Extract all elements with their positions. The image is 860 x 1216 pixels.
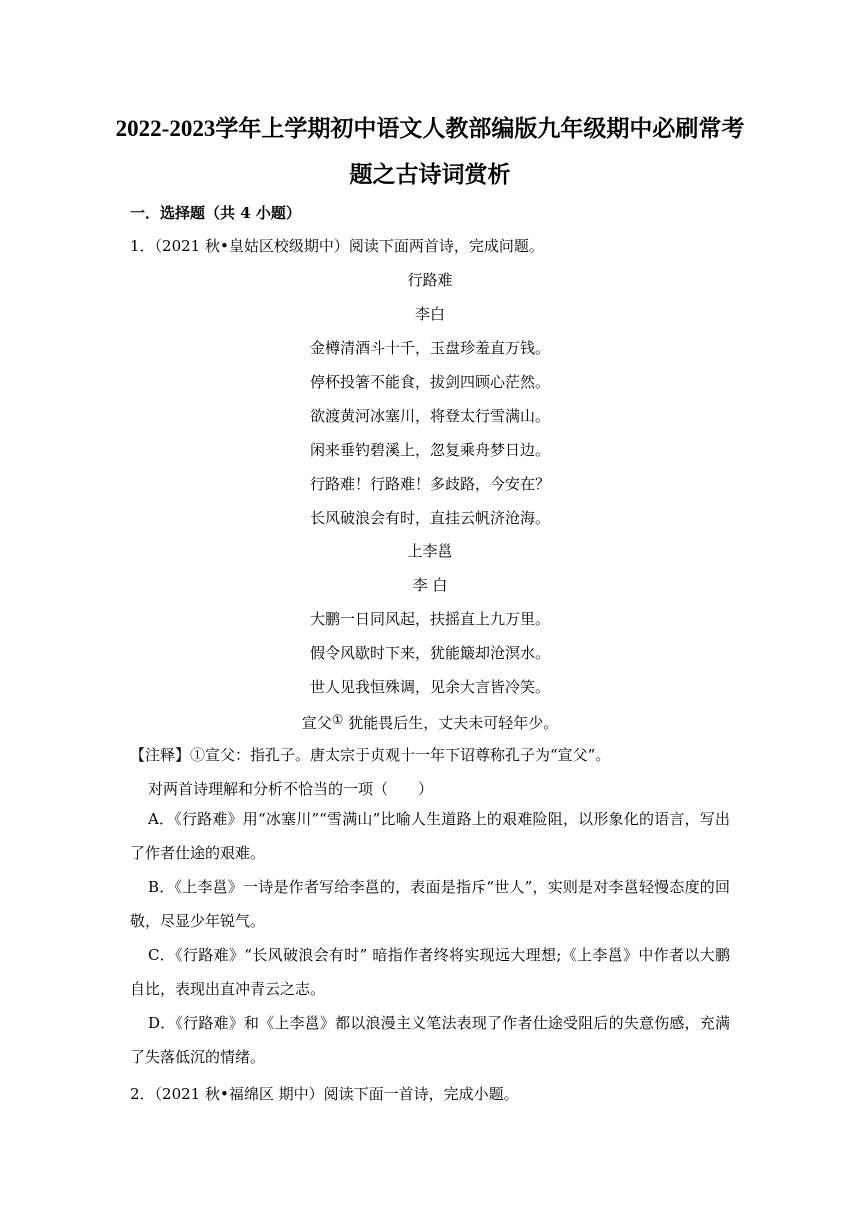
title-line-1: 2022-2023学年上学期初中语文人教部编版九年级期中必刷常考 [115,116,745,141]
poem-2-last-line-end: 犹能畏后生，丈夫未可轻年少。 [343,714,559,732]
question-2-intro: 2．（2021 秋•福绵区 期中）阅读下面一首诗，完成小题。 [130,1085,519,1103]
document-title [110,106,750,198]
annotation-note: 【注释】①宣父：指孔子。唐太宗于贞观十一年下诏尊称孔子为“宣父”。 [130,746,611,764]
poem-2-author: 李 白 [412,576,448,594]
option-b: B．《上李邕》一诗是作者写给李邕的，表面是指斥“世人”，实则是对李邕轻慢态度的回敬，尽显少年锐气。 [130,878,730,930]
footnote-marker: ① [331,713,344,728]
poem-1-line: 行路难！行路难！多歧路，今安在？ [309,475,550,493]
option-d: D．《行路难》和《上李邕》都以浪漫主义笔法表现了作者仕途受阻后的失意伤感，充满了失落低沉的情绪。 [130,1014,730,1066]
poem-1-line: 停杯投箸不能食，拔剑四顾心茫然。 [309,373,550,391]
poem-1-title: 行路难 [407,271,453,289]
section-heading: 一．选择题（共 4 小题） [130,204,301,222]
poem-2-line: 世人见我恒殊调，见余大言皆冷笑。 [309,678,550,696]
poem-1-line: 闲来垂钓碧溪上，忽复乘舟梦日边。 [309,441,550,459]
question-1-intro: 1．（2021 秋•皇姑区校级期中）阅读下面两首诗，完成问题。 [130,237,544,255]
poem-2-last-line [110,711,750,733]
poem-2-title: 上李邕 [407,542,453,560]
option-a: A．《行路难》用“冰塞川”“雪满山”比喻人生道路上的艰难险阻，以形象化的语言，写出了作者仕途的艰难。 [130,810,730,862]
question-1-prompt: 对两首诗理解和分析不恰当的一项（ ） [148,780,434,798]
title-line-2: 题之古诗词赏析 [349,162,511,187]
poem-2-last-line-start: 宣父 [301,714,332,732]
poem-1-line: 欲渡黄河冰塞川，将登太行雪满山。 [309,407,550,425]
option-c: C．《行路难》“长风破浪会有时” 暗指作者终将实现远大理想;《上李邕》中作者以大鹏自比，表现出直冲青云之志。 [130,946,730,998]
poem-2-line: 大鹏一日同风起，扶摇直上九万里。 [309,610,550,628]
poem-2-line: 假令风歇时下来，犹能簸却沧溟水。 [309,644,550,662]
poem-1-line: 长风破浪会有时，直挂云帆济沧海。 [309,509,550,527]
poem-1-line: 金樽清酒斗十千，玉盘珍羞直万钱。 [309,339,550,357]
poem-1-author: 李白 [414,305,445,323]
